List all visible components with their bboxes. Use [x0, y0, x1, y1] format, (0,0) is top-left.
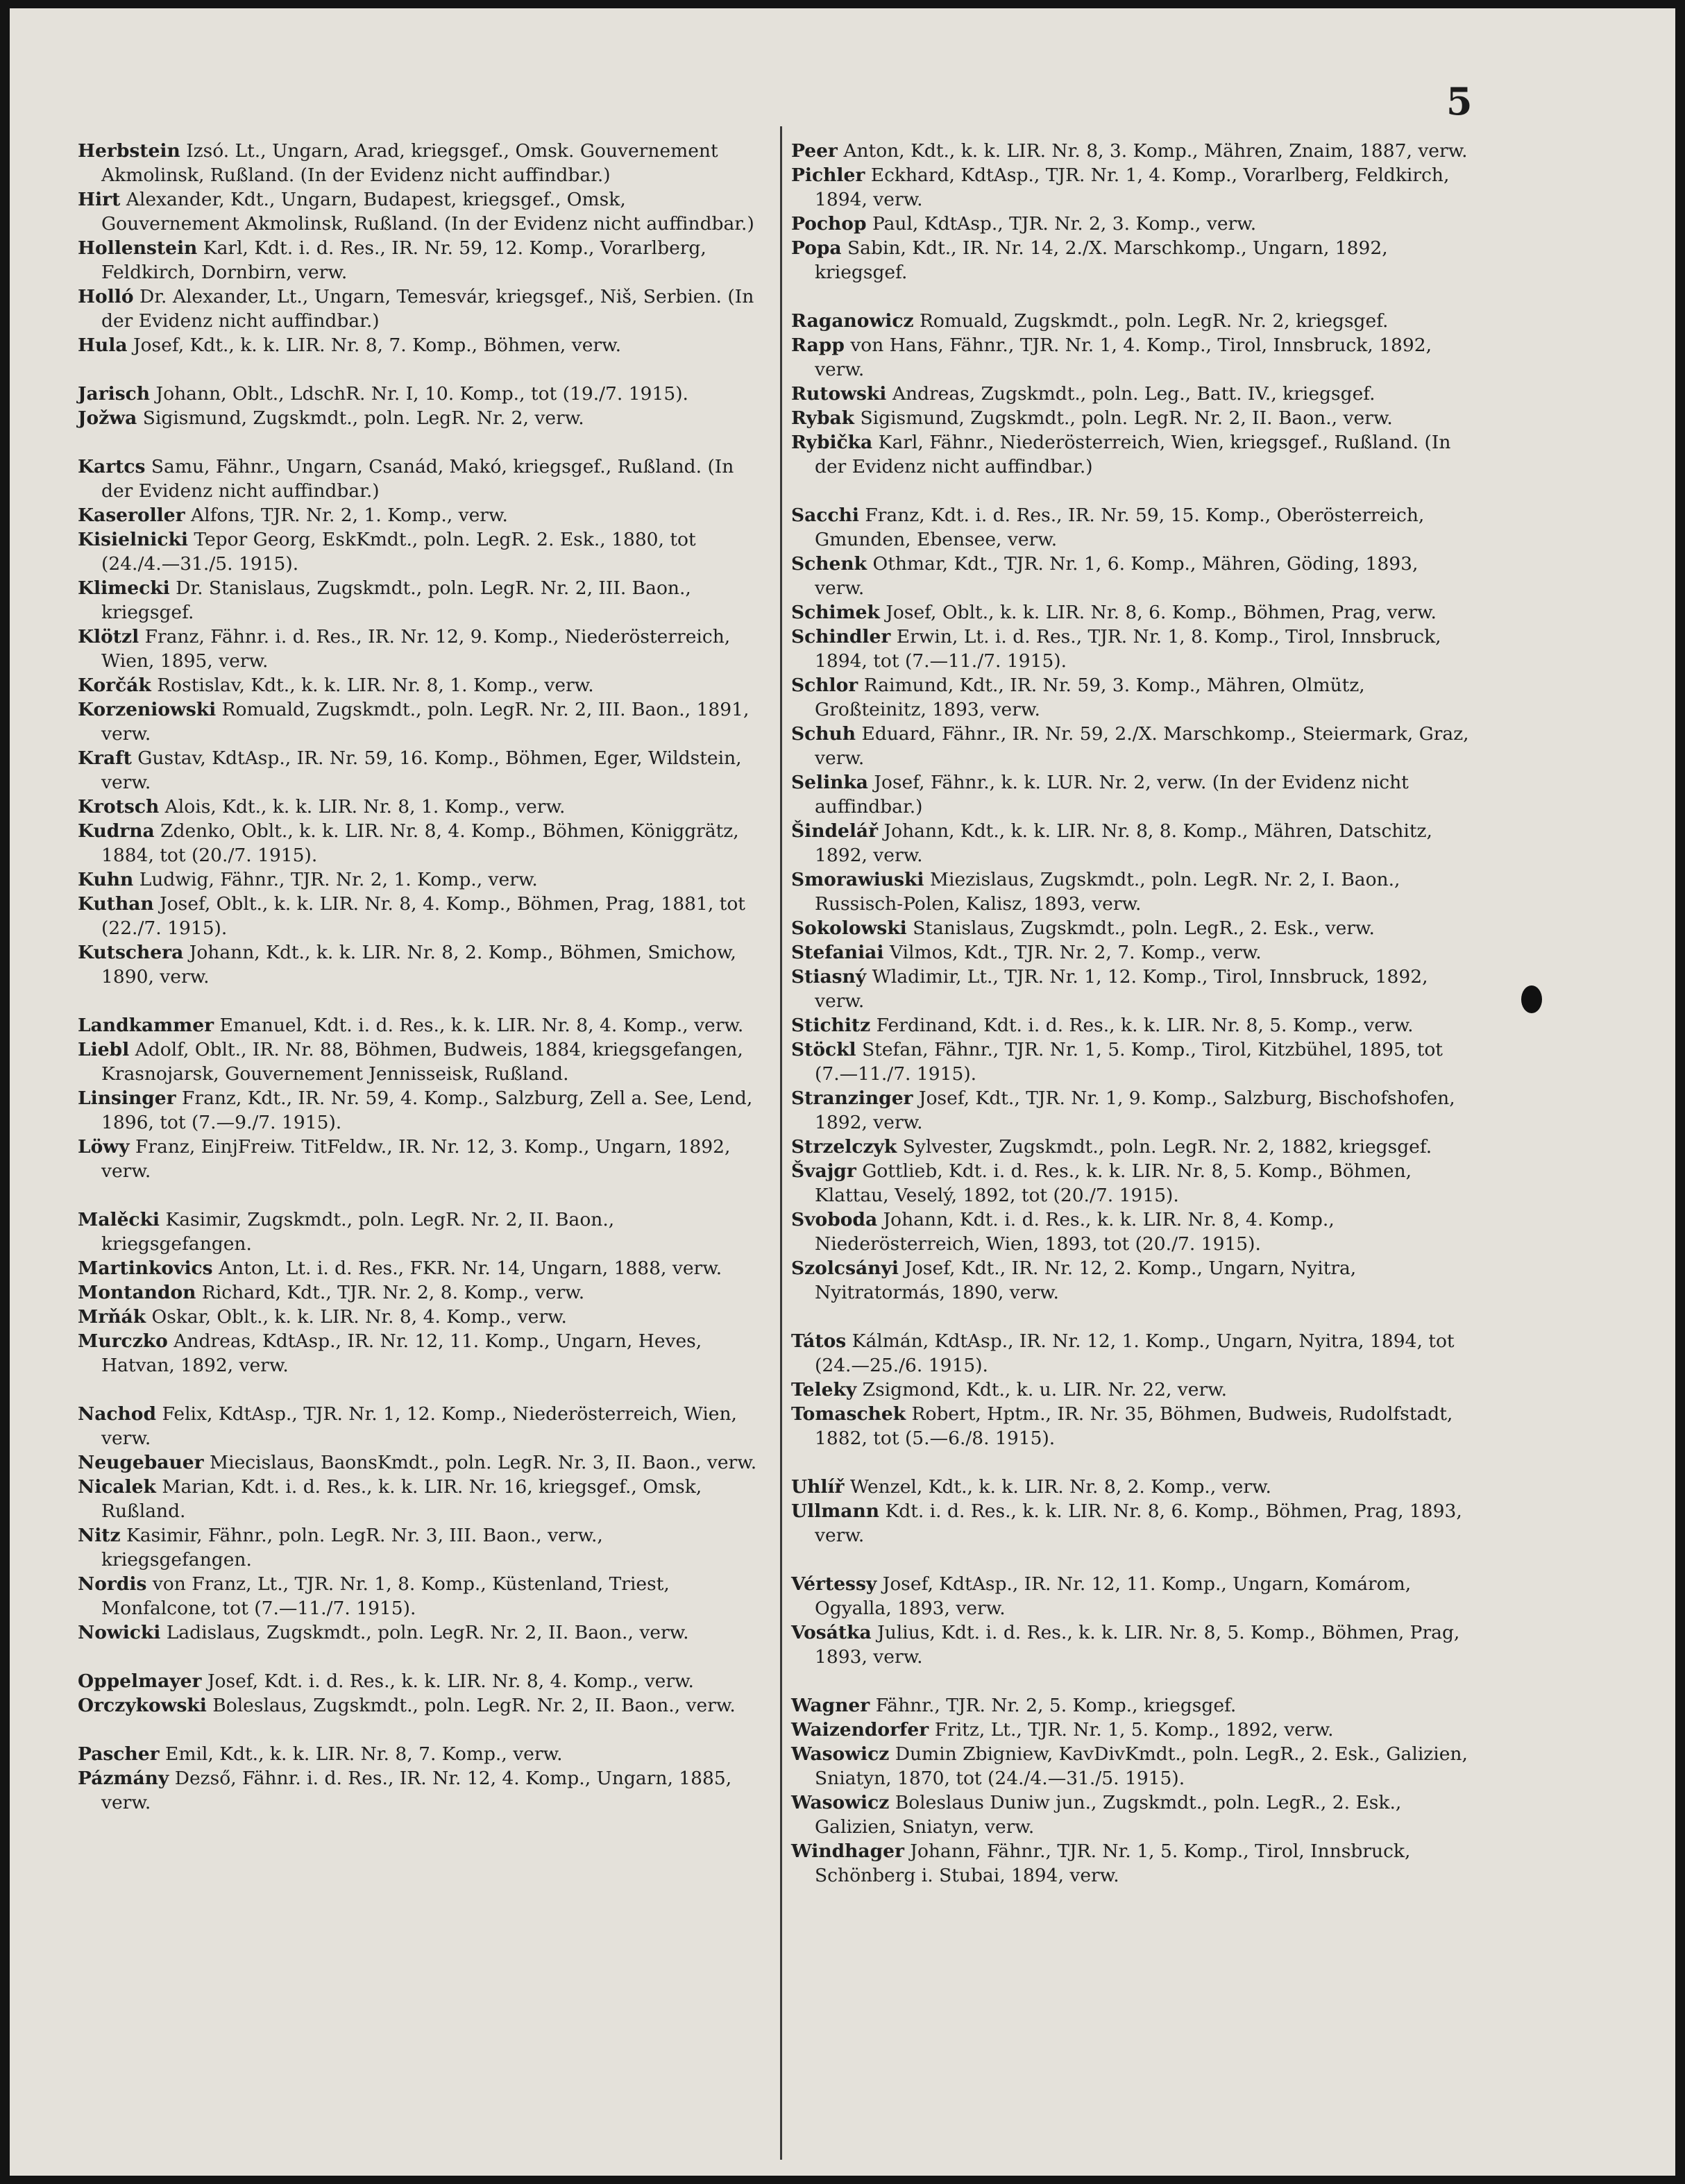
entry-surname: Kuthan — [78, 893, 154, 915]
entry-surname: Hula — [78, 335, 128, 356]
entry-surname: Tomaschek — [791, 1403, 906, 1425]
entry-details: Karl, Kdt. i. d. Res., IR. Nr. 59, 12. Komp., Vorarlberg, Feldkirch, Dornbirn, verw. — [101, 237, 706, 283]
roster-entry — [791, 1499, 1471, 1548]
roster-entry — [791, 965, 1471, 1013]
roster-entry — [78, 697, 758, 746]
entry-surname: Klötzl — [78, 626, 139, 647]
entry-details: Anton, Lt. i. d. Res., FKR. Nr. 14, Ungarn, 1888, verw. — [219, 1258, 722, 1279]
entry-details: Zsigmond, Kdt., k. u. LIR. Nr. 22, verw. — [862, 1379, 1228, 1400]
entry-details: Josef, Oblt., k. k. LIR. Nr. 8, 4. Komp., Böhmen, Prag, 1881, tot (22./7. 1915). — [101, 893, 745, 939]
entry-surname: Rapp — [791, 335, 845, 356]
entry-details: Johann, Kdt., k. k. LIR. Nr. 8, 2. Komp., Böhmen, Smichow, 1890, verw. — [101, 942, 736, 988]
entry-surname: Popa — [791, 237, 842, 259]
entry-details: Wenzel, Kdt., k. k. LIR. Nr. 8, 2. Komp., verw. — [849, 1476, 1271, 1498]
entry-details: Alexander, Kdt., Ungarn, Budapest, kriegsgef., Omsk, Gouvernement Akmolinsk, Rußland. (In der Evidenz nicht auffindbar.) — [101, 189, 754, 235]
entry-surname: Smorawiuski — [791, 869, 924, 890]
entry-surname: Teleky — [791, 1379, 857, 1400]
entry-details: Kasimir, Zugskmdt., poln. LegR. Nr. 2, II. Baon., kriegsgefangen. — [101, 1209, 615, 1255]
entry-details: Kálmán, KdtAsp., IR. Nr. 12, 1. Komp., Ungarn, Nyitra, 1894, tot (24.—25./6. 1915). — [815, 1330, 1455, 1376]
entry-surname: Orczykowski — [78, 1695, 207, 1716]
entry-surname: Kartcs — [78, 456, 146, 477]
roster-entry — [78, 892, 758, 940]
roster-entry — [791, 212, 1471, 236]
entry-details: von Franz, Lt., TJR. Nr. 1, 8. Komp., Küstenland, Triest, Monfalcone, tot (7.—11./7. 1915). — [101, 1573, 670, 1619]
roster-entry — [791, 867, 1471, 916]
entry-surname: Schimek — [791, 602, 880, 623]
roster-entry — [78, 1620, 758, 1645]
column-divider — [780, 126, 782, 2160]
roster-entry — [791, 722, 1471, 770]
entry-details: Dezső, Fähnr. i. d. Res., IR. Nr. 12, 4. Komp., Ungarn, 1885, verw. — [101, 1768, 732, 1813]
entry-details: Ladislaus, Zugskmdt., poln. LegR. Nr. 2, II. Baon., verw. — [166, 1622, 689, 1643]
roster-entry — [78, 1208, 758, 1256]
entry-details: Gottlieb, Kdt. i. d. Res., k. k. LIR. Nr. 8, 5. Komp., Böhmen, Klattau, Veselý, 1892, tot (20./7. 1915). — [815, 1160, 1412, 1206]
roster-entry — [791, 916, 1471, 940]
entry-details: Romuald, Zugskmdt., poln. LegR. Nr. 2, III. Baon., 1891, verw. — [101, 699, 750, 745]
entry-details: Franz, Kdt. i. d. Res., IR. Nr. 59, 15. Komp., Oberösterreich, Gmunden, Ebensee, verw. — [815, 505, 1425, 550]
entry-surname: Liebl — [78, 1039, 130, 1060]
roster-entry — [78, 1450, 758, 1475]
entry-details: Ferdinand, Kdt. i. d. Res., k. k. LIR. Nr. 8, 5. Komp., verw. — [876, 1015, 1414, 1036]
entry-details: Dr. Alexander, Lt., Ungarn, Temesvár, kriegsgef., Niš, Serbien. (In der Evidenz nicht auffindbar.) — [101, 286, 754, 332]
roster-entry — [78, 940, 758, 989]
entry-details: Franz, Kdt., IR. Nr. 59, 4. Komp., Salzburg, Zell a. See, Lend, 1896, tot (7.—9./7. 1915). — [101, 1087, 753, 1133]
entry-surname: Montandon — [78, 1282, 196, 1303]
entry-surname: Nowicki — [78, 1622, 161, 1643]
entry-details: Fritz, Lt., TJR. Nr. 1, 5. Komp., 1892, verw. — [934, 1719, 1334, 1741]
entry-surname: Vosátka — [791, 1622, 872, 1643]
entry-surname: Kudrna — [78, 820, 155, 842]
entry-details: Fähnr., TJR. Nr. 2, 5. Komp., kriegsgef. — [875, 1695, 1237, 1716]
roster-entry — [791, 552, 1471, 600]
entry-surname: Hirt — [78, 189, 121, 210]
entry-details: Dr. Stanislaus, Zugskmdt., poln. LegR. Nr. 2, III. Baon., kriegsgef. — [101, 577, 691, 623]
roster-entry — [78, 333, 758, 357]
entry-details: Eckhard, KdtAsp., TJR. Nr. 1, 4. Komp., Vorarlberg, Feldkirch, 1894, verw. — [815, 164, 1450, 210]
roster-entry — [78, 503, 758, 527]
roster-entry — [78, 187, 758, 236]
roster-entry — [791, 1159, 1471, 1208]
entry-details: Samu, Fähnr., Ungarn, Csanád, Makó, kriegsgef., Rußland. (In der Evidenz nicht auffindbar.) — [101, 456, 734, 502]
entry-details: Emanuel, Kdt. i. d. Res., k. k. LIR. Nr. 8, 4. Komp., verw. — [219, 1015, 744, 1036]
ink-blot — [1521, 985, 1542, 1013]
entry-surname: Wagner — [791, 1695, 870, 1716]
entry-details: Romuald, Zugskmdt., poln. LegR. Nr. 2, kriegsgef. — [919, 310, 1389, 332]
entry-surname: Pázmány — [78, 1768, 169, 1789]
entry-surname: Schuh — [791, 723, 856, 745]
roster-entry — [791, 503, 1471, 552]
entry-surname: Schindler — [791, 626, 891, 647]
entry-details: Johann, Oblt., LdschR. Nr. I, 10. Komp., tot (19./7. 1915). — [155, 383, 688, 405]
entry-details: Othmar, Kdt., TJR. Nr. 1, 6. Komp., Mähren, Göding, 1893, verw. — [815, 553, 1419, 599]
entry-details: Josef, Kdt., k. k. LIR. Nr. 8, 7. Komp., Böhmen, verw. — [133, 335, 622, 356]
entry-surname: Vértessy — [791, 1573, 877, 1595]
entry-details: Erwin, Lt. i. d. Res., TJR. Nr. 1, 8. Komp., Tirol, Innsbruck, 1894, tot (7.—11./7. 1915). — [815, 626, 1441, 672]
roster-entry — [78, 236, 758, 285]
roster-entry — [791, 1208, 1471, 1256]
entry-details: Andreas, Zugskmdt., poln. Leg., Batt. IV., kriegsgef. — [892, 383, 1375, 405]
entry-surname: Kuhn — [78, 869, 134, 890]
roster-entry — [78, 455, 758, 503]
entry-surname: Rybička — [791, 432, 873, 453]
entry-surname: Selinka — [791, 772, 868, 793]
entry-details: Vilmos, Kdt., TJR. Nr. 2, 7. Komp., verw. — [889, 942, 1262, 963]
roster-entry — [791, 1135, 1471, 1159]
roster-entry — [78, 673, 758, 697]
roster-entry — [78, 1523, 758, 1572]
entry-surname: Neugebauer — [78, 1452, 204, 1473]
entry-surname: Klimecki — [78, 577, 170, 599]
entry-surname: Pichler — [791, 164, 865, 186]
roster-entry — [791, 1038, 1471, 1086]
entry-surname: Holló — [78, 286, 134, 307]
roster-entry — [78, 382, 758, 406]
entry-details: Adolf, Oblt., IR. Nr. 88, Böhmen, Budweis, 1884, kriegsgefangen, Krasnojarsk, Gouvernement Jennisseisk, Rußland. — [101, 1039, 743, 1085]
entry-surname: Nitz — [78, 1525, 121, 1546]
entry-surname: Korzeniowski — [78, 699, 217, 720]
entry-surname: Kraft — [78, 747, 132, 769]
entry-details: Franz, EinjFreiw. TitFeldw., IR. Nr. 12, 3. Komp., Ungarn, 1892, verw. — [101, 1136, 731, 1182]
roster-entry — [78, 1742, 758, 1766]
entry-details: Josef, Oblt., k. k. LIR. Nr. 8, 6. Komp., Böhmen, Prag, verw. — [886, 602, 1437, 623]
roster-entry — [78, 139, 758, 187]
entry-surname: Stiasný — [791, 966, 867, 988]
roster-entry — [78, 819, 758, 867]
document-page — [10, 8, 1675, 2176]
entry-surname: Sacchi — [791, 505, 859, 526]
roster-entry — [78, 1402, 758, 1450]
entry-details: Johann, Kdt. i. d. Res., k. k. LIR. Nr. 8, 4. Komp., Niederösterreich, Wien, 1893, tot (20./7. 1915). — [815, 1209, 1335, 1255]
entry-details: Josef, Fähnr., k. k. LUR. Nr. 2, verw. (In der Evidenz nicht auffindbar.) — [815, 772, 1409, 818]
entry-surname: Martinkovics — [78, 1258, 213, 1279]
entry-surname: Švajgr — [791, 1160, 856, 1182]
entry-details: Oskar, Oblt., k. k. LIR. Nr. 8, 4. Komp., verw. — [151, 1306, 567, 1328]
entry-details: Alois, Kdt., k. k. LIR. Nr. 8, 1. Komp., verw. — [164, 796, 566, 818]
entry-surname: Linsinger — [78, 1087, 176, 1109]
roster-entry — [78, 576, 758, 625]
entry-details: Boleslaus, Zugskmdt., poln. LegR. Nr. 2, II. Baon., verw. — [212, 1695, 736, 1716]
entry-details: von Hans, Fähnr., TJR. Nr. 1, 4. Komp., Tirol, Innsbruck, 1892, verw. — [815, 335, 1432, 380]
entry-details: Boleslaus Duniw jun., Zugskmdt., poln. LegR., 2. Esk., Galizien, Sniatyn, verw. — [815, 1792, 1402, 1838]
entry-surname: Sokolowski — [791, 917, 907, 939]
roster-entry — [791, 1693, 1471, 1718]
roster-entry — [791, 673, 1471, 722]
entry-details: Wladimir, Lt., TJR. Nr. 1, 12. Komp., Tirol, Innsbruck, 1892, verw. — [815, 966, 1428, 1012]
entry-details: Johann, Kdt., k. k. LIR. Nr. 8, 8. Komp., Mähren, Datschitz, 1892, verw. — [815, 820, 1432, 866]
roster-entry — [791, 1839, 1471, 1888]
entry-details: Andreas, KdtAsp., IR. Nr. 12, 11. Komp., Ungarn, Heves, Hatvan, 1892, verw. — [101, 1330, 702, 1376]
roster-entry — [791, 1742, 1471, 1791]
roster-entry — [791, 1013, 1471, 1038]
entry-details: Rostislav, Kdt., k. k. LIR. Nr. 8, 1. Komp., verw. — [157, 675, 594, 696]
entry-details: Marian, Kdt. i. d. Res., k. k. LIR. Nr. 16, kriegsgef., Omsk, Rußland. — [101, 1476, 702, 1522]
roster-entry — [78, 285, 758, 333]
entry-surname: Rutowski — [791, 383, 887, 405]
entry-surname: Krotsch — [78, 796, 160, 818]
entry-surname: Jožwa — [78, 407, 137, 429]
entry-surname: Kaseroller — [78, 505, 185, 526]
roster-entry — [78, 795, 758, 819]
roster-entry — [791, 819, 1471, 867]
entry-surname: Tátos — [791, 1330, 847, 1352]
roster-entry — [791, 236, 1471, 285]
entry-details: Eduard, Fähnr., IR. Nr. 59, 2./X. Marschkomp., Steiermark, Graz, verw. — [815, 723, 1469, 769]
entry-surname: Raganowicz — [791, 310, 914, 332]
roster-entry — [791, 1620, 1471, 1669]
entry-details: Josef, Kdt., IR. Nr. 12, 2. Komp., Ungarn, Nyitra, Nyitratormás, 1890, verw. — [815, 1258, 1357, 1303]
entry-details: Izsó. Lt., Ungarn, Arad, kriegsgef., Omsk. Gouvernement Akmolinsk, Rußland. (In der Evidenz nicht auffindbar.) — [101, 140, 718, 186]
roster-entry — [78, 1475, 758, 1523]
entry-surname: Malěcki — [78, 1209, 160, 1230]
roster-entry — [791, 1086, 1471, 1135]
entry-details: Richard, Kdt., TJR. Nr. 2, 8. Komp., verw. — [201, 1282, 585, 1303]
roster-entry — [791, 1329, 1471, 1378]
roster-entry — [791, 770, 1471, 819]
roster-entry — [78, 1572, 758, 1620]
entry-surname: Szolcsányi — [791, 1258, 899, 1279]
entry-surname: Stranzinger — [791, 1087, 913, 1109]
roster-entry — [791, 1475, 1471, 1499]
entry-surname: Stefaniai — [791, 942, 884, 963]
roster-entry — [791, 406, 1471, 430]
roster-entry — [78, 406, 758, 430]
roster-entry — [78, 527, 758, 576]
entry-surname: Landkammer — [78, 1015, 214, 1036]
entry-details: Paul, KdtAsp., TJR. Nr. 2, 3. Komp., verw. — [872, 213, 1257, 235]
roster-entry — [78, 1669, 758, 1693]
entry-surname: Stichitz — [791, 1015, 871, 1036]
entry-details: Josef, Kdt., TJR. Nr. 1, 9. Komp., Salzburg, Bischofshofen, 1892, verw. — [815, 1087, 1455, 1133]
entry-surname: Herbstein — [78, 140, 180, 162]
roster-entry — [78, 1256, 758, 1280]
entry-details: Josef, KdtAsp., IR. Nr. 12, 11. Komp., Ungarn, Komárom, Ogyalla, 1893, verw. — [815, 1573, 1412, 1619]
roster-entry — [791, 1791, 1471, 1839]
entry-details: Miecislaus, BaonsKmdt., poln. LegR. Nr. 3, II. Baon., verw. — [209, 1452, 757, 1473]
entry-surname: Nordis — [78, 1573, 147, 1595]
entry-details: Julius, Kdt. i. d. Res., k. k. LIR. Nr. 8, 5. Komp., Böhmen, Prag, 1893, verw. — [815, 1622, 1460, 1668]
entry-details: Anton, Kdt., k. k. LIR. Nr. 8, 3. Komp., Mähren, Znaim, 1887, verw. — [843, 140, 1468, 162]
entry-surname: Strzelczyk — [791, 1136, 897, 1158]
roster-entry — [78, 1280, 758, 1305]
entry-surname: Kutschera — [78, 942, 184, 963]
roster-entry — [791, 1402, 1471, 1450]
entry-surname: Šindelář — [791, 820, 879, 842]
entry-details: Stanislaus, Zugskmdt., poln. LegR., 2. Esk., verw. — [913, 917, 1375, 939]
roster-entry — [791, 382, 1471, 406]
entry-surname: Mrňák — [78, 1306, 146, 1328]
entry-details: Emil, Kdt., k. k. LIR. Nr. 8, 7. Komp., verw. — [164, 1743, 563, 1765]
entry-surname: Schenk — [791, 553, 867, 575]
entry-details: Johann, Fähnr., TJR. Nr. 1, 5. Komp., Tirol, Innsbruck, Schönberg i. Stubai, 1894, verw. — [815, 1840, 1411, 1886]
roster-entry — [78, 1086, 758, 1135]
roster-entry — [78, 1135, 758, 1183]
roster-entry — [791, 600, 1471, 625]
entry-details: Kasimir, Fähnr., poln. LegR. Nr. 3, III. Baon., verw., kriegsgefangen. — [101, 1525, 603, 1571]
entry-surname: Ullmann — [791, 1500, 879, 1522]
roster-entry — [791, 430, 1471, 479]
entry-surname: Stöckl — [791, 1039, 856, 1060]
entry-details: Tepor Georg, EskKmdt., poln. LegR. 2. Esk., 1880, tot (24./4.—31./5. 1915). — [101, 529, 696, 575]
roster-entry — [78, 1766, 758, 1815]
roster-entry — [78, 1038, 758, 1086]
roster-entry — [791, 309, 1471, 333]
roster-entry — [78, 867, 758, 892]
entry-details: Zdenko, Oblt., k. k. LIR. Nr. 8, 4. Komp., Böhmen, Königgrätz, 1884, tot (20./7. 1915). — [101, 820, 739, 866]
entry-surname: Hollenstein — [78, 237, 198, 259]
roster-entry — [791, 1572, 1471, 1620]
entry-surname: Schlor — [791, 675, 858, 696]
right-column — [791, 139, 1471, 1888]
entry-surname: Murczko — [78, 1330, 168, 1352]
entry-surname: Nachod — [78, 1403, 157, 1425]
entry-surname: Uhlíř — [791, 1476, 845, 1498]
entry-details: Miezislaus, Zugskmdt., poln. LegR. Nr. 2, I. Baon., Russisch-Polen, Kalisz, 1893, verw. — [815, 869, 1400, 915]
entry-details: Raimund, Kdt., IR. Nr. 59, 3. Komp., Mähren, Olmütz, Großteinitz, 1893, verw. — [815, 675, 1365, 720]
entry-surname: Korčák — [78, 675, 151, 696]
roster-entry — [791, 1256, 1471, 1305]
entry-surname: Kisielnicki — [78, 529, 188, 550]
roster-entry — [791, 1718, 1471, 1742]
roster-entry — [791, 333, 1471, 382]
entry-details: Franz, Fähnr. i. d. Res., IR. Nr. 12, 9. Komp., Niederösterreich, Wien, 1895, verw. — [101, 626, 731, 672]
entry-surname: Windhager — [791, 1840, 904, 1862]
roster-entry — [791, 625, 1471, 673]
entry-surname: Jarisch — [78, 383, 151, 405]
entry-surname: Oppelmayer — [78, 1670, 202, 1692]
entry-surname: Waizendorfer — [791, 1719, 929, 1741]
roster-entry — [78, 746, 758, 795]
entry-surname: Rybak — [791, 407, 855, 429]
entry-surname: Wasowicz — [791, 1792, 890, 1813]
page-number: 5 — [1446, 79, 1473, 124]
entry-details: Alfons, TJR. Nr. 2, 1. Komp., verw. — [191, 505, 508, 526]
entry-details: Stefan, Fähnr., TJR. Nr. 1, 5. Komp., Tirol, Kitzbühel, 1895, tot (7.—11./7. 1915). — [815, 1039, 1443, 1085]
entry-surname: Pochop — [791, 213, 867, 235]
roster-entry — [791, 1378, 1471, 1402]
entry-details: Sylvester, Zugskmdt., poln. LegR. Nr. 2, 1882, kriegsgef. — [902, 1136, 1432, 1158]
entry-surname: Wasowicz — [791, 1743, 890, 1765]
entry-details: Dumin Zbigniew, KavDivKmdt., poln. LegR., 2. Esk., Galizien, Sniatyn, 1870, tot (24./4.—31./5. 1915). — [815, 1743, 1468, 1789]
roster-entry — [78, 1305, 758, 1329]
entry-details: Gustav, KdtAsp., IR. Nr. 59, 16. Komp., Böhmen, Eger, Wildstein, verw. — [101, 747, 742, 793]
roster-entry — [78, 625, 758, 673]
roster-entry — [791, 163, 1471, 212]
entry-details: Robert, Hptm., IR. Nr. 35, Böhmen, Budweis, Rudolfstadt, 1882, tot (5.—6./8. 1915). — [815, 1403, 1453, 1449]
roster-entry — [791, 940, 1471, 965]
entry-details: Josef, Kdt. i. d. Res., k. k. LIR. Nr. 8, 4. Komp., verw. — [207, 1670, 694, 1692]
entry-details: Sigismund, Zugskmdt., poln. LegR. Nr. 2, II. Baon., verw. — [860, 407, 1393, 429]
roster-entry — [791, 139, 1471, 163]
entry-surname: Nicalek — [78, 1476, 156, 1498]
roster-entry — [78, 1013, 758, 1038]
entry-details: Felix, KdtAsp., TJR. Nr. 1, 12. Komp., Niederösterreich, Wien, verw. — [101, 1403, 737, 1449]
roster-entry — [78, 1329, 758, 1378]
entry-details: Sabin, Kdt., IR. Nr. 14, 2./X. Marschkomp., Ungarn, 1892, kriegsgef. — [815, 237, 1388, 283]
entry-details: Kdt. i. d. Res., k. k. LIR. Nr. 8, 6. Komp., Böhmen, Prag, 1893, verw. — [815, 1500, 1462, 1546]
roster-entry — [78, 1693, 758, 1718]
entry-surname: Löwy — [78, 1136, 130, 1158]
entry-details: Ludwig, Fähnr., TJR. Nr. 2, 1. Komp., verw. — [139, 869, 538, 890]
entry-details: Karl, Fähnr., Niederösterreich, Wien, kriegsgef., Rußland. (In der Evidenz nicht auffindbar.) — [815, 432, 1451, 477]
entry-surname: Svoboda — [791, 1209, 878, 1230]
entry-surname: Pascher — [78, 1743, 160, 1765]
entry-surname: Peer — [791, 140, 838, 162]
entry-details: Sigismund, Zugskmdt., poln. LegR. Nr. 2, verw. — [142, 407, 584, 429]
left-column — [78, 139, 758, 1815]
